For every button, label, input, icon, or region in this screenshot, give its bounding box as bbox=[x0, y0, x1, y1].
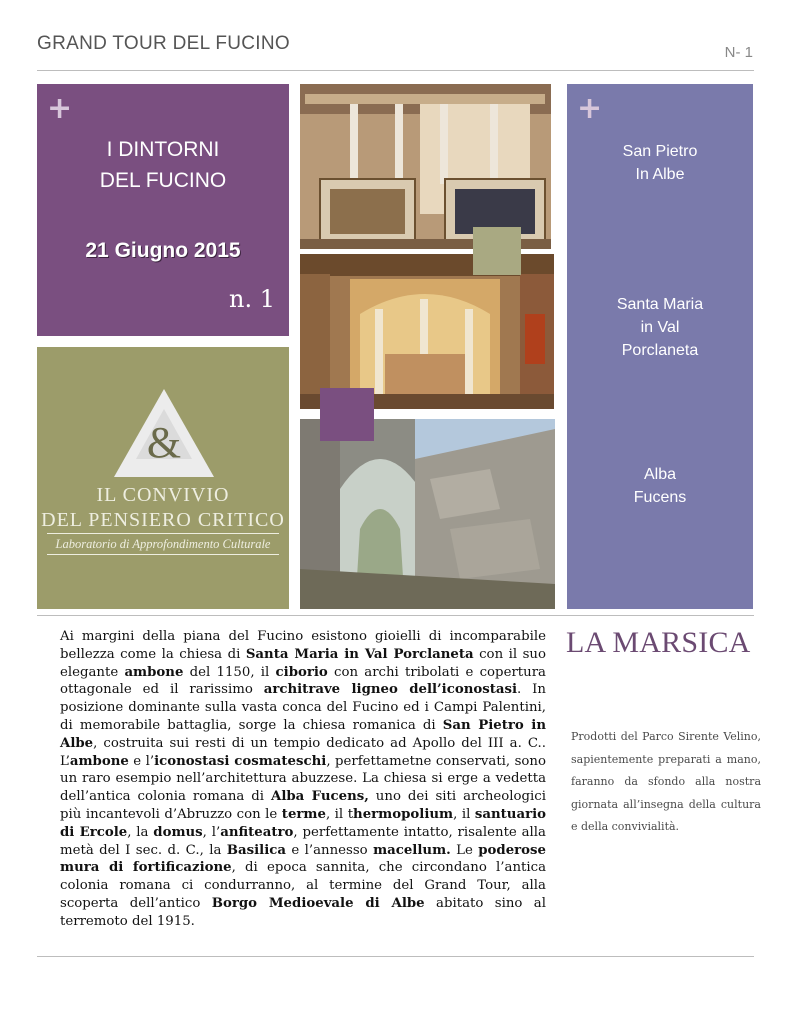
article-highlight: ciborio bbox=[275, 664, 328, 680]
article-highlight: ambone bbox=[124, 664, 184, 680]
article-text: con archi tribolati e copertura ottagonale ed il rarissimo bbox=[60, 664, 546, 698]
svg-text:&: & bbox=[146, 418, 182, 467]
article-highlight: terme bbox=[281, 806, 326, 822]
logo-tagline: Laboratorio di Approfondimento Culturale bbox=[55, 537, 271, 551]
aside-text: Prodotti del Parco Sirente Velino, sapientemente preparati a mano, faranno da sfondo alla nostra giornata all’insegna della cultura e della convivialità. bbox=[571, 730, 761, 833]
photo-santa-maria-interior bbox=[300, 254, 554, 409]
photo-san-pietro-iconostasis bbox=[300, 84, 551, 249]
event-date: 21 Giugno 2015 bbox=[85, 239, 241, 262]
article-highlight: ambone bbox=[69, 753, 129, 769]
article-text: uno dei siti archeologici più incantevoli d’Abruzzo con le bbox=[60, 789, 546, 822]
article-text: , perfettamente intatto, risalente alla metà del I sec. d. C., la bbox=[60, 824, 546, 858]
feature-panel bbox=[37, 84, 289, 336]
issue-number: N- 1 bbox=[724, 44, 753, 61]
article-text: Ai margini della piana del Fucino esistono gioielli di incomparabile bellezza come la chiesa di bbox=[60, 629, 546, 662]
article-text: , costruita sui resti di un tempio dedicato ad Apollo del III a. C.. L’ bbox=[60, 735, 546, 769]
article-body bbox=[60, 628, 546, 931]
article-highlight: anfiteatro bbox=[220, 824, 294, 840]
newsletter-title: GRAND TOUR DEL FUCINO bbox=[37, 33, 290, 54]
article-text: , il t bbox=[325, 806, 354, 822]
logo-rule bbox=[47, 554, 279, 555]
article-highlight: macellum. bbox=[373, 842, 451, 858]
article-highlight: Alba Fucens, bbox=[271, 789, 369, 805]
accent-square-olive bbox=[473, 227, 521, 275]
feature-title-line1: I DINTORNI bbox=[106, 138, 220, 161]
article-text: , l’ bbox=[202, 824, 221, 840]
article-highlight: Santa Maria in Val Porclaneta bbox=[245, 646, 474, 662]
article-text: Le bbox=[450, 842, 479, 858]
logo-line2: DEL PENSIERO CRITICO bbox=[41, 509, 285, 531]
article-text: . In posizione dominante sulla vasta conca del Fucino ed i Campi Palentini, di memorabile battaglia, sorge la chiesa romanica di bbox=[60, 682, 546, 733]
article-highlight: iconostasi cosmateschi bbox=[154, 753, 327, 769]
places-sidebar bbox=[567, 84, 753, 609]
article-text: , di epoca sannita, che circondano l’antica colonia romana ci condurranno, al termine del Grand Tour, alla scoperta dell’antico bbox=[60, 860, 546, 911]
accent-square-purple bbox=[320, 388, 374, 441]
logo-line1: IL CONVIVIO bbox=[96, 484, 230, 506]
article-text: del 1150, il bbox=[183, 664, 276, 680]
logo-triangle-icon bbox=[112, 387, 216, 479]
feature-number: n. 1 bbox=[229, 285, 275, 313]
article-text: con il suo elegante bbox=[60, 646, 546, 680]
feature-title bbox=[37, 134, 289, 196]
plus-icon: + bbox=[47, 91, 73, 126]
place-alba-fucens: Alba Fucens bbox=[633, 466, 687, 506]
article-text: e l’ bbox=[128, 753, 155, 769]
article-highlight: poderose mura di fortificazione bbox=[60, 842, 546, 876]
article-text: , perfettametne conservati, sono un raro esempio nell’architettura abuzzese. La chiesa si erge a vedetta dell’antica colonia romana di bbox=[60, 753, 546, 805]
article-text: , la bbox=[127, 824, 154, 840]
plus-icon: + bbox=[577, 91, 603, 126]
article-text: abitato sino al terremoto del 1915. bbox=[60, 895, 546, 929]
article-highlight: domus bbox=[153, 824, 203, 840]
article-text: , il bbox=[453, 806, 475, 822]
article-highlight: San Pietro in Albe bbox=[60, 717, 546, 751]
article-highlight: architrave ligneo dell’iconostasi bbox=[263, 682, 518, 698]
place-san-pietro: San Pietro In Albe bbox=[622, 143, 698, 183]
header-divider bbox=[37, 70, 754, 71]
article-text: e l’annesso bbox=[285, 842, 374, 858]
section-divider bbox=[37, 615, 754, 616]
logo-rule bbox=[47, 533, 279, 534]
section-title: LA MARSICA bbox=[566, 626, 751, 659]
article-highlight: santuario di Ercole bbox=[60, 806, 547, 840]
article-highlight: hermopolium bbox=[353, 806, 454, 822]
footer-divider bbox=[37, 956, 754, 957]
photo-alba-fucens-walls bbox=[300, 419, 555, 609]
place-santa-maria: Santa Maria in Val Porclaneta bbox=[616, 296, 704, 359]
article-highlight: Borgo Medioevale di Albe bbox=[211, 895, 425, 911]
logo-panel bbox=[37, 347, 289, 609]
feature-title-line2: DEL FUCINO bbox=[99, 169, 227, 192]
article-highlight: Basilica bbox=[226, 842, 286, 858]
